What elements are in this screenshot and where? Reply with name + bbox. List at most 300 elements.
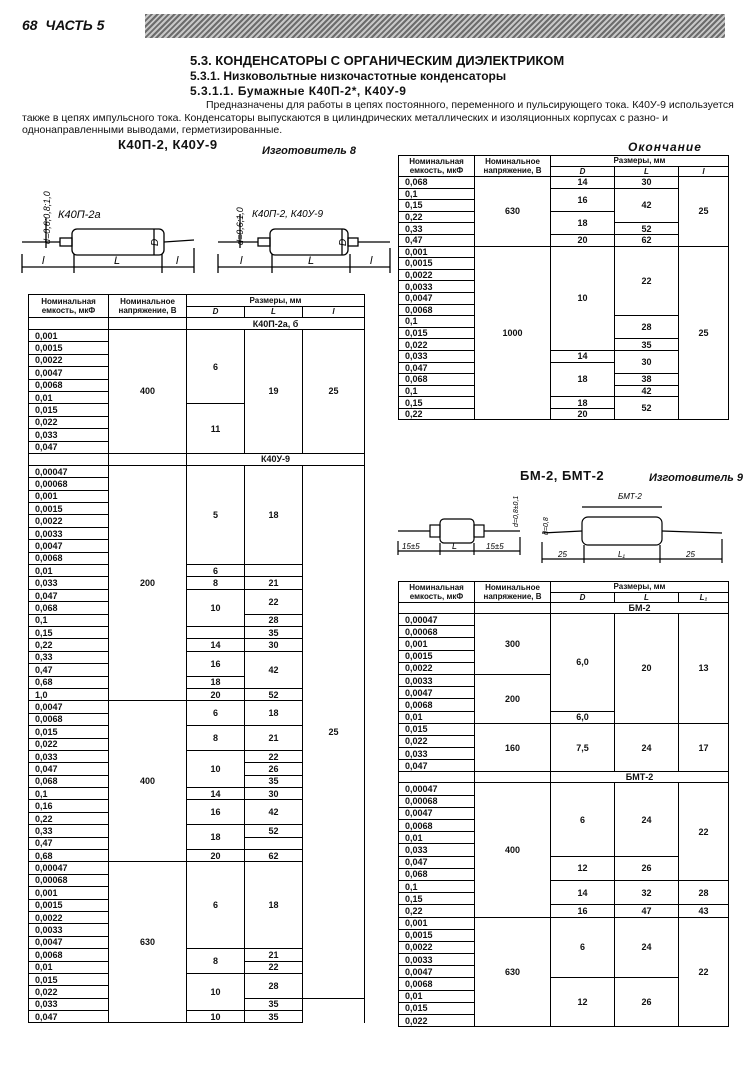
table-row bbox=[29, 1011, 365, 1023]
subsection-heading: 5.3.1. Низковольтные низкочастотные конденсаторы bbox=[190, 69, 507, 83]
table-cell: 28 bbox=[679, 880, 729, 904]
table-cell: 12 bbox=[551, 978, 615, 1027]
table-cell: 12 bbox=[551, 856, 615, 880]
fig-dim-l2: l bbox=[176, 255, 179, 267]
cap-value: 0,0068 bbox=[29, 552, 109, 564]
table-cell bbox=[399, 772, 475, 783]
table-header-row bbox=[29, 295, 365, 307]
cap-value: 0,0047 bbox=[29, 936, 109, 948]
fig-dim-L2: L bbox=[308, 255, 315, 267]
table-header-row bbox=[399, 582, 729, 593]
table-cell: 26 bbox=[615, 856, 679, 880]
table-cell: 10 bbox=[187, 973, 245, 1010]
table-cell: 26 bbox=[615, 978, 679, 1027]
cap-value: 0,047 bbox=[29, 589, 109, 601]
cap-value: 0,0015 bbox=[29, 503, 109, 515]
table-cell: БМТ-2 bbox=[551, 772, 729, 783]
cap-value: 0,47 bbox=[29, 664, 109, 676]
col-D: D bbox=[187, 306, 245, 318]
table-cell: 18 bbox=[245, 701, 303, 726]
cap-value: 0,00047 bbox=[29, 465, 109, 477]
table-cell: 22 bbox=[245, 589, 303, 614]
cap-value: 0,022 bbox=[399, 1015, 475, 1027]
cap-value: 0,0015 bbox=[29, 342, 109, 354]
table-cell: 160 bbox=[475, 723, 551, 772]
cap-value: 0,0068 bbox=[29, 713, 109, 725]
table-row bbox=[399, 723, 729, 735]
cap-value: 0,22 bbox=[29, 639, 109, 651]
cap-value: 0,0047 bbox=[399, 292, 475, 304]
col-D: D bbox=[551, 592, 615, 603]
fig-D-a: D bbox=[150, 238, 161, 246]
cap-value: 0,0047 bbox=[399, 807, 475, 819]
capacitor-table-right-top bbox=[398, 155, 729, 420]
fig2-dim-4: 25 bbox=[558, 550, 567, 559]
col-D: D bbox=[551, 166, 615, 177]
fig2-dim-6: 25 bbox=[686, 550, 695, 559]
table-cell bbox=[109, 453, 187, 465]
col-sizes: Размеры, мм bbox=[551, 582, 729, 593]
col-volt: Номинальное напряжение, В bbox=[475, 582, 551, 603]
cap-value: 0,047 bbox=[29, 763, 109, 775]
cap-value: 0,022 bbox=[399, 735, 475, 747]
cap-value: 0,01 bbox=[29, 391, 109, 403]
cap-value: 0,015 bbox=[29, 404, 109, 416]
cap-value: 0,0047 bbox=[29, 701, 109, 713]
table-row bbox=[399, 917, 729, 929]
table-cell: 42 bbox=[615, 385, 679, 397]
fig-label-b: К40П-2, К40У-9 bbox=[252, 209, 324, 220]
table-cell: 21 bbox=[245, 577, 303, 589]
table-cell: 47 bbox=[615, 905, 679, 917]
continuation-label: Окончание bbox=[628, 140, 702, 154]
table-cell: 11 bbox=[187, 404, 245, 454]
table-cell: 28 bbox=[615, 316, 679, 339]
table-cell: 32 bbox=[615, 880, 679, 904]
table-cell: 35 bbox=[245, 626, 303, 638]
table-row bbox=[399, 905, 729, 917]
cap-value: 0,1 bbox=[29, 614, 109, 626]
intro-paragraph bbox=[22, 99, 734, 137]
table-cell: 22 bbox=[679, 917, 729, 1027]
table-header-row bbox=[399, 156, 729, 167]
volt-value: 400 bbox=[109, 330, 187, 454]
cap-value: 0,047 bbox=[399, 362, 475, 374]
table-cell: 43 bbox=[679, 905, 729, 917]
cap-value: 0,015 bbox=[29, 726, 109, 738]
table-cell: 35 bbox=[245, 998, 303, 1010]
cap-value: 0,001 bbox=[29, 490, 109, 502]
table-cell: 6 bbox=[187, 701, 245, 726]
cap-value: 0,0022 bbox=[29, 911, 109, 923]
table-cell: 6 bbox=[187, 862, 245, 949]
table-cell: 6 bbox=[551, 917, 615, 978]
cap-value: 0,68 bbox=[29, 676, 109, 688]
fig-label-a: К40П-2а bbox=[58, 209, 101, 221]
cap-value: 0,068 bbox=[399, 374, 475, 386]
table-cell: 300 bbox=[475, 614, 551, 675]
cap-value: 0,022 bbox=[29, 738, 109, 750]
fig-dim-l1: l bbox=[42, 255, 45, 267]
cap-value: 0,047 bbox=[399, 856, 475, 868]
section1-title: К40П-2, К40У-9 bbox=[118, 137, 218, 152]
table-cell: 26 bbox=[245, 763, 303, 775]
col-l: l bbox=[303, 306, 365, 318]
table-cell: 25 bbox=[679, 177, 729, 247]
table-cell: 6 bbox=[551, 783, 615, 856]
cap-value: 0,0068 bbox=[399, 820, 475, 832]
cap-value: 0,001 bbox=[399, 917, 475, 929]
fig-dim-l4: l bbox=[370, 255, 373, 267]
cap-value: 0,001 bbox=[399, 246, 475, 258]
fig2-d1: d=0,8±0,1 bbox=[513, 495, 520, 527]
cap-value: 0,01 bbox=[399, 832, 475, 844]
table-cell: 10 bbox=[187, 1011, 245, 1023]
capacitor-drawing-1 bbox=[18, 168, 398, 286]
cap-value: 0,0033 bbox=[29, 924, 109, 936]
cap-value: 0,1 bbox=[399, 316, 475, 328]
cap-value: 0,47 bbox=[399, 234, 475, 246]
table-cell: 22 bbox=[245, 961, 303, 973]
cap-value: 0,033 bbox=[399, 350, 475, 362]
table-cell: 20 bbox=[551, 408, 615, 420]
table-cell: 62 bbox=[615, 234, 679, 246]
cap-value: 0,022 bbox=[29, 986, 109, 998]
table-cell: 35 bbox=[615, 339, 679, 351]
col-L1: L₁ bbox=[679, 592, 729, 603]
table-cell: 30 bbox=[615, 350, 679, 373]
cap-value: 0,068 bbox=[399, 177, 475, 189]
cap-value: 0,22 bbox=[399, 905, 475, 917]
table-row bbox=[399, 880, 729, 892]
cap-value: 0,0068 bbox=[399, 978, 475, 990]
cap-value: 0,33 bbox=[29, 651, 109, 663]
section-heading: 5.3. КОНДЕНСАТОРЫ С ОРГАНИЧЕСКИМ ДИЭЛЕКТРИКОМ bbox=[190, 53, 565, 68]
cap-value: 0,47 bbox=[29, 837, 109, 849]
table-cell bbox=[109, 318, 187, 330]
table-cell: 28 bbox=[245, 614, 303, 626]
table-cell: 18 bbox=[187, 825, 245, 850]
table-cell: 20 bbox=[551, 234, 615, 246]
cap-value: 0,0033 bbox=[399, 954, 475, 966]
cap-value: 0,00047 bbox=[399, 783, 475, 795]
cap-value: 0,033 bbox=[29, 429, 109, 441]
table-cell: 16 bbox=[187, 800, 245, 825]
cap-value: 0,0015 bbox=[399, 650, 475, 662]
table-cell: 25 bbox=[679, 246, 729, 420]
cap-value: 0,33 bbox=[29, 825, 109, 837]
table-cell: 24 bbox=[615, 723, 679, 772]
table-cell: 10 bbox=[187, 589, 245, 626]
cap-value: 0,01 bbox=[29, 961, 109, 973]
table-row bbox=[29, 465, 365, 477]
table-cell: 18 bbox=[551, 211, 615, 234]
table-cell: 200 bbox=[475, 674, 551, 723]
table-cell: 17 bbox=[679, 723, 729, 772]
table-cell: 52 bbox=[615, 223, 679, 235]
header-bar bbox=[145, 14, 725, 38]
cap-value: 0,0015 bbox=[399, 929, 475, 941]
cap-value: 0,015 bbox=[399, 327, 475, 339]
table-cell: 38 bbox=[615, 374, 679, 386]
cap-value: 0,00068 bbox=[29, 874, 109, 886]
table-cell: 630 bbox=[475, 917, 551, 1027]
table-cell: 20 bbox=[187, 688, 245, 700]
cap-value: 0,22 bbox=[399, 211, 475, 223]
table-cell: 25 bbox=[303, 330, 365, 454]
table-row bbox=[399, 614, 729, 626]
col-volt: Номинальное напряжение, В bbox=[109, 295, 187, 318]
cap-value: 0,0022 bbox=[399, 941, 475, 953]
table-cell: 6 bbox=[187, 330, 245, 404]
table-cell: 630 bbox=[475, 177, 551, 247]
fig-D-b: D bbox=[338, 238, 349, 246]
cap-value: 0,033 bbox=[29, 577, 109, 589]
table-cell: 18 bbox=[551, 397, 615, 409]
table-cell: 21 bbox=[245, 726, 303, 751]
cap-value: 0,001 bbox=[29, 330, 109, 342]
table-cell: 22 bbox=[615, 246, 679, 316]
fig2-dim-2: L bbox=[452, 541, 458, 551]
cap-value: 0,0047 bbox=[399, 966, 475, 978]
fig-dim-l3: l bbox=[240, 255, 243, 267]
table-cell: 18 bbox=[551, 362, 615, 397]
table-cell: 13 bbox=[679, 614, 729, 724]
fig2-dim-5: L₁ bbox=[618, 550, 625, 559]
cap-value: 0,16 bbox=[29, 800, 109, 812]
table-cell: 16 bbox=[551, 905, 615, 917]
cap-value: 0,022 bbox=[399, 339, 475, 351]
cap-value: 0,033 bbox=[399, 748, 475, 760]
fig-d-b: d=0,6;1,0 bbox=[235, 207, 245, 245]
cap-value: 0,15 bbox=[399, 893, 475, 905]
fig2-dim-1: 15±5 bbox=[402, 542, 420, 551]
fig2-label: БМТ-2 bbox=[618, 492, 642, 501]
table-cell: 400 bbox=[109, 701, 187, 862]
section1-manufacturer: Изготовитель 8 bbox=[262, 145, 356, 157]
table-cell: 14 bbox=[187, 788, 245, 800]
table-cell bbox=[29, 453, 109, 465]
cap-value: 0,0068 bbox=[399, 304, 475, 316]
table-cell bbox=[475, 603, 551, 614]
table-cell: 21 bbox=[245, 949, 303, 961]
section2-manufacturer: Изготовитель 9 bbox=[649, 472, 743, 484]
cap-value: 0,0068 bbox=[29, 379, 109, 391]
table-cell: К40У-9 bbox=[187, 453, 365, 465]
cap-value: 0,0047 bbox=[29, 540, 109, 552]
table-cell: 42 bbox=[615, 188, 679, 223]
table-section-row bbox=[29, 453, 365, 465]
col-sizes: Размеры, мм bbox=[551, 156, 729, 167]
table-cell: 6,0 bbox=[551, 711, 615, 723]
table-cell: 18 bbox=[245, 862, 303, 949]
cap-value: 0,01 bbox=[29, 565, 109, 577]
cap-value: 0,015 bbox=[29, 973, 109, 985]
table-cell: 10 bbox=[551, 246, 615, 350]
capacitor-table-right-bottom bbox=[398, 581, 729, 1027]
col-volt: Номинальное напряжение, В bbox=[475, 156, 551, 177]
cap-value: 0,068 bbox=[29, 602, 109, 614]
cap-value: 0,0022 bbox=[29, 515, 109, 527]
table-cell: 7,5 bbox=[551, 723, 615, 772]
cap-value: 0,0033 bbox=[399, 674, 475, 686]
cap-value: 0,68 bbox=[29, 850, 109, 862]
cap-value: 0,0015 bbox=[29, 899, 109, 911]
fig2-d2: d=0,8 bbox=[543, 517, 550, 535]
cap-value: 0,047 bbox=[29, 1011, 109, 1023]
cap-value: 0,15 bbox=[399, 397, 475, 409]
cap-value: 1,0 bbox=[29, 688, 109, 700]
table-cell: 1000 bbox=[475, 246, 551, 420]
cap-value: 0,0033 bbox=[399, 281, 475, 293]
table-cell: 30 bbox=[245, 639, 303, 651]
cap-value: 0,0022 bbox=[29, 354, 109, 366]
table-cell: 24 bbox=[615, 783, 679, 856]
cap-value: 0,0047 bbox=[29, 367, 109, 379]
col-l: l bbox=[679, 166, 729, 177]
table-cell: 20 bbox=[615, 614, 679, 724]
table-cell: 30 bbox=[615, 177, 679, 189]
cap-value: 0,0033 bbox=[29, 527, 109, 539]
section2-title: БМ-2, БМТ-2 bbox=[520, 468, 605, 483]
table-cell: 24 bbox=[615, 917, 679, 978]
cap-value: 0,00068 bbox=[29, 478, 109, 490]
table-cell: 52 bbox=[245, 688, 303, 700]
cap-value: 0,01 bbox=[399, 990, 475, 1002]
table-row bbox=[399, 783, 729, 795]
cap-value: 0,1 bbox=[399, 385, 475, 397]
cap-value: 0,33 bbox=[399, 223, 475, 235]
cap-value: 0,00047 bbox=[29, 862, 109, 874]
cap-value: 0,0047 bbox=[399, 687, 475, 699]
cap-value: 0,033 bbox=[399, 844, 475, 856]
cap-value: 0,00068 bbox=[399, 795, 475, 807]
page-number: 68 bbox=[22, 17, 38, 33]
cap-value: 0,022 bbox=[29, 416, 109, 428]
cap-value: 0,047 bbox=[29, 441, 109, 453]
cap-value: 0,1 bbox=[399, 880, 475, 892]
fig-d-a: d=0,6;0,8;1,0 bbox=[42, 191, 52, 244]
table-cell: 200 bbox=[109, 465, 187, 700]
col-cap: Номинальная емкость, мкФ bbox=[29, 295, 109, 318]
cap-value: 0,033 bbox=[29, 750, 109, 762]
col-L: L bbox=[245, 306, 303, 318]
table-cell: 10 bbox=[187, 750, 245, 787]
capacitor-table-left bbox=[28, 294, 365, 1023]
table-cell: 28 bbox=[245, 973, 303, 998]
table-cell bbox=[399, 603, 475, 614]
cap-value: 0,047 bbox=[399, 760, 475, 772]
table-cell: 8 bbox=[187, 726, 245, 751]
col-L: L bbox=[615, 592, 679, 603]
table-cell: 6,0 bbox=[551, 614, 615, 712]
col-sizes: Размеры, мм bbox=[187, 295, 365, 307]
cap-value: 0,068 bbox=[29, 775, 109, 787]
table-row bbox=[399, 246, 729, 258]
table-cell: 25 bbox=[303, 465, 365, 998]
table-cell: 42 bbox=[245, 651, 303, 688]
table-cell: 20 bbox=[187, 850, 245, 862]
cap-value: 0,033 bbox=[29, 998, 109, 1010]
cap-value: 0,001 bbox=[399, 638, 475, 650]
cap-value: 0,1 bbox=[399, 188, 475, 200]
table-cell: 52 bbox=[245, 825, 303, 837]
fig2-dim-3: 15±5 bbox=[486, 542, 504, 551]
table-cell: 42 bbox=[245, 800, 303, 825]
table-cell: 14 bbox=[551, 880, 615, 904]
cap-value: 0,15 bbox=[399, 200, 475, 212]
table-cell: 5 bbox=[187, 465, 245, 564]
cap-value: 0,0068 bbox=[29, 949, 109, 961]
col-L: L bbox=[615, 166, 679, 177]
cap-value: 0,0015 bbox=[399, 258, 475, 270]
table-cell: 400 bbox=[475, 783, 551, 917]
table-section-row bbox=[399, 772, 729, 783]
table-cell bbox=[475, 772, 551, 783]
table-cell: 62 bbox=[245, 850, 303, 862]
table-cell: 14 bbox=[187, 639, 245, 651]
table-cell: 8 bbox=[187, 949, 245, 974]
table-cell: 8 bbox=[187, 577, 245, 589]
cap-value: 0,068 bbox=[399, 868, 475, 880]
cap-value: 0,00068 bbox=[399, 626, 475, 638]
table-section-row bbox=[29, 318, 365, 330]
capacitor-drawing-2 bbox=[392, 487, 737, 569]
cap-value: 0,0022 bbox=[399, 269, 475, 281]
table-cell: БМ-2 bbox=[551, 603, 729, 614]
cap-value: 0,001 bbox=[29, 887, 109, 899]
table-cell bbox=[29, 318, 109, 330]
cap-value: 0,22 bbox=[29, 812, 109, 824]
table-cell: 14 bbox=[551, 350, 615, 362]
col-cap: Номинальная емкость, мкФ bbox=[399, 156, 475, 177]
intro-text: Предназначены для работы в цепях постоянного, переменного и пульсирующего тока. К40У-9 используется также в цепях импульсного тока. Конденсаторы выпускаются в цилиндрических металлических и изоляционных корпусах с разно- и однонаправленными выводами, герметизированные. bbox=[22, 99, 734, 136]
table-cell: 19 bbox=[245, 330, 303, 454]
table-cell: 14 bbox=[551, 177, 615, 189]
subsubsection-heading: 5.3.1.1. Бумажные К40П-2*, К40У-9 bbox=[190, 84, 407, 98]
cap-value: 0,015 bbox=[399, 723, 475, 735]
table-cell: 52 bbox=[615, 397, 679, 420]
col-cap: Номинальная емкость, мкФ bbox=[399, 582, 475, 603]
table-cell bbox=[187, 626, 245, 638]
table-cell: 18 bbox=[245, 465, 303, 564]
cap-value: 0,15 bbox=[29, 626, 109, 638]
cap-value: 0,1 bbox=[29, 788, 109, 800]
cap-value: 0,01 bbox=[399, 711, 475, 723]
table-cell: 30 bbox=[245, 788, 303, 800]
table-row bbox=[29, 330, 365, 342]
cap-value: 0,0068 bbox=[399, 699, 475, 711]
cap-value: 0,0022 bbox=[399, 662, 475, 674]
table-cell bbox=[245, 565, 303, 577]
table-cell: 630 bbox=[109, 862, 187, 1023]
cap-value: 0,015 bbox=[399, 1002, 475, 1014]
page-header bbox=[22, 17, 104, 33]
cap-value: 0,00047 bbox=[399, 614, 475, 626]
table-cell: 22 bbox=[245, 750, 303, 762]
table-cell: 16 bbox=[551, 188, 615, 211]
table-cell: 18 bbox=[187, 676, 245, 688]
table-cell: 35 bbox=[245, 775, 303, 787]
table-row bbox=[399, 177, 729, 189]
table-section-row bbox=[399, 603, 729, 614]
table-cell: 16 bbox=[187, 651, 245, 676]
table-cell: К40П-2а, б bbox=[187, 318, 365, 330]
table-cell: 35 bbox=[245, 1011, 303, 1023]
part-label: ЧАСТЬ 5 bbox=[45, 17, 105, 33]
table-cell: 22 bbox=[679, 783, 729, 881]
table-cell: 6 bbox=[187, 565, 245, 577]
